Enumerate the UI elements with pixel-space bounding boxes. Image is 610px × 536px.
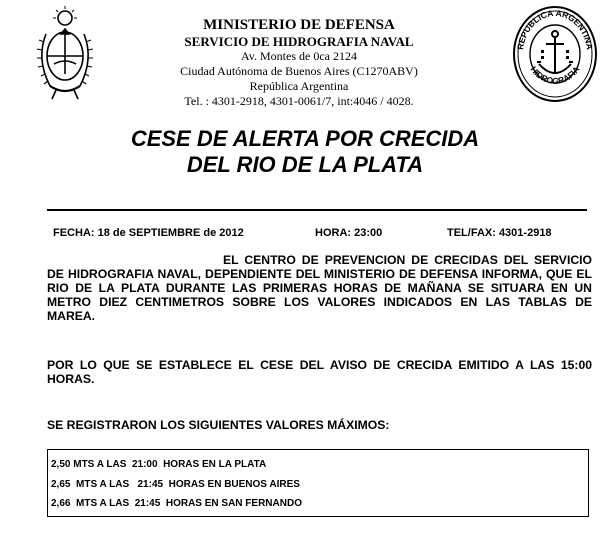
seal-text-bottom: HIDROGRAFIA: [528, 64, 582, 86]
document-title: [0, 126, 610, 178]
national-coat-of-arms-icon: [32, 4, 98, 102]
service-name: SERVICIO DE HIDROGRAFIA NAVAL: [184, 34, 414, 49]
title-line-1: CESE DE ALERTA POR CRECIDA: [130, 126, 480, 151]
address: Av. Montes de 0ca 2124: [241, 49, 357, 63]
max-values-box: [47, 449, 589, 517]
value-line: 2,66 MTS A LAS 21:45 HORAS EN SAN FERNANDO: [51, 498, 302, 509]
title-line-2: DEL RIO DE LA PLATA: [186, 152, 424, 177]
phones: Tel. : 4301-2918, 4301-0061/7, int:4046 / 4028.: [184, 94, 414, 108]
seal-text-top: REPUBLICA ARGENTINA: [515, 7, 595, 51]
ministry-name: MINISTERIO DE DEFENSA: [203, 17, 395, 33]
value-line: 2,50 MTS A LAS 21:00 HORAS EN LA PLATA: [51, 459, 267, 470]
value-line: 2,65 MTS A LAS 21:45 HORAS EN BUENOS AIRES: [51, 478, 300, 490]
time-field: HORA: 23:00: [315, 227, 383, 239]
paragraph-valores: SE REGISTRARON LOS SIGUIENTES VALORES MÁXIMOS:: [47, 418, 390, 432]
date-field: FECHA: 18 de SEPTIEMBRE de 2012: [53, 227, 244, 239]
anchor-seal-icon: [511, 4, 599, 104]
city: Ciudad Autónoma de Buenos Aires (C1270ABV): [180, 64, 418, 78]
paragraph-cese: POR LO QUE SE ESTABLECE EL CESE DEL AVISO DE CRECIDA EMITIDO A LAS 15:00 HORAS.: [47, 358, 592, 386]
country: República Argentina: [249, 79, 349, 93]
paragraph-inform: EL CENTRO DE PREVENCION DE CRECIDAS DEL SERVICIO DE HIDROGRAFIA NAVAL, DEPENDIENTE DEL MINISTERIO DE DEFENSA INFORMA, QUE EL RIO DE LA PLATA DURANTE LAS PRIMERAS HORAS DE MAÑANA SE SITUARA EN UN METRO DIEZ CENTIMETROS SOBRE LOS VALORES INDICADOS EN LAS TABLAS DE MAREA.: [47, 253, 592, 323]
divider: [47, 209, 587, 211]
letterhead: [110, 17, 488, 109]
telfax-field: TEL/FAX: 4301-2918: [447, 227, 552, 239]
